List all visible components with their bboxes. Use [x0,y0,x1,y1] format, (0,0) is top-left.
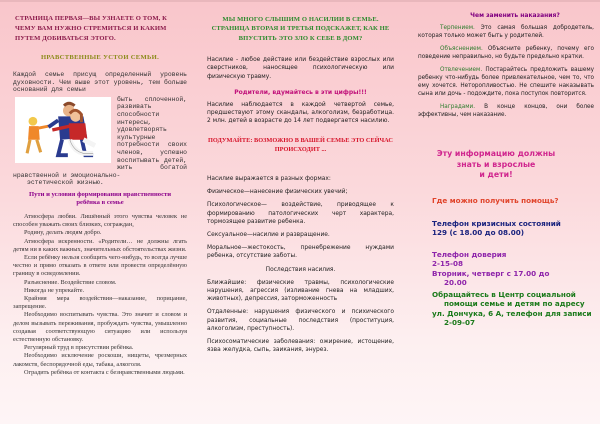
social-center-info [418,290,594,328]
panel-domestic-violence [197,2,402,424]
alternative-item [418,24,594,40]
child-arm [39,126,49,128]
paragraph: Оградить ребёнка от контакта с безнравственными людьми. [24,368,185,376]
panel1-subheading: НРАВСТВЕННЫЕ УСТОИ СЕМЬИ. [40,54,160,61]
help-title: Где можно получить помощь? [432,195,559,205]
violence-definition: Насилие - любое действие или бездействие взрослых или сверстников, наносящее психологическую или физическую травму. [207,57,394,80]
violence-forms [207,175,394,354]
paragraph: Крайняя мера воздействия—наказание, порицание, запрещение. [13,294,187,311]
intro-text-bottom: эстетической жизнью. [27,179,104,187]
panel-moral-foundations [0,2,197,424]
trust-label: Телефон доверия [432,249,507,259]
intro-text-top: Каждой семье присущ определенный уровень духовности. Чем выше этот уровень, тем больше оснований для семьи [13,71,187,94]
violence-form-item: Психологическое— воздействие, приводящее к формированию патологических черт характера, тормозящее развитие ребенка. [207,202,394,225]
callout-line: знать и взрослые [456,159,536,169]
paragraph: Необходимо исключение роскоши, нищеты, чрезмерных лакомств, беспорядочной еды, табака, алкоголя. [13,352,187,368]
paragraph: Если ребёнку нельзя сообщить чего-нибудь, то всегда лучше честно и прямо отказать в ответе или провести определённую границу в осведомлении. [13,253,187,278]
violence-form-item: Насилие выражается в разных формах: [207,176,331,183]
callout-line: и дети! [479,170,513,179]
moral-conditions-text [13,213,187,377]
consequence-item: Отдаленные: нарушения физического и психического развития, социальные последствия (проституция, алкоголизм, преступность). [207,309,394,332]
violence-statistics: Насилие наблюдается в каждой четвертой семье, предшествуют этому скандалы, алкоголизм, безработица. 2 млн. детей в возрасте до 14 лет подвергается насилию. [207,101,394,125]
alternative-lead: Терпением. [440,25,475,31]
violence-form-item: Сексуальное—насилие и развращение. [207,232,330,239]
alternative-item [418,66,594,98]
paragraph: Необходимо воспитывать чувства. Это значит и словом и делом вызывать переживания, пробуждать чувства, умышленно создавая соответствующую ситуацию или используя естественную обстановку. [13,311,187,343]
crisis-label: Телефон кризисных состояний [432,218,561,228]
violence-form-item: Моральное—жестокость, пренебрежение нуждами ребенка, отсутствие заботы. [207,245,394,260]
awareness-callout [418,149,594,181]
mother-body [69,123,87,140]
alternative-item [418,103,594,119]
crisis-number: 129 (с 18.00 до 08.00) [432,228,525,237]
alternative-lead: Наградами. [440,104,476,110]
intro-block [13,71,187,187]
paragraph: Атмосфера искренности. «Родители… не должны лгать детям ни в каких важных, значительных обстоятельствах жизни. [13,237,187,253]
center-text: Обращайтесь в Центр социальной помощи семье и детям по адресу [432,289,585,308]
trust-number: 2-15-08 [432,259,463,268]
violence-form-item: Физическое—нанесение физических увечий; [207,189,348,196]
paragraph: Никогда не упрекайте. [24,286,85,294]
trust-hours-end: 20.00 [444,278,467,287]
family-illustration [15,97,111,163]
think-warning: ПОДУМАЙТЕ: ВОЗМОЖНО В ВАШЕЙ СЕМЬЕ ЭТО СЕЙЧАС ПРОИСХОДИТ ... [208,137,393,154]
parents-alert: Родители, вдумайтесь в эти цифры!!! [234,88,367,96]
paragraph: Разъяснение. Воздействие словом. [24,278,117,286]
consequence-item: Ближайшие: физические травмы, психологические нарушения, агрессия (изливание гнева на младших, животных), депрессия, заторможенность [207,279,394,303]
child-body [28,126,40,140]
alternative-lead: Отвлечением. [440,67,483,73]
paragraph: Родину, делать людям добро. [24,229,102,237]
child-head [29,117,38,126]
panel1-heading: СТРАНИЦА ПЕРВАЯ—ВЫ УЗНАЕТЕ О ТОМ, К ЧЕМУ ВАМ НУЖНО СТРЕМИТЬСЯ И КАКИМ ПУТЕМ ДОБИВАТЬСЯ ЭТОГО. [15,15,168,42]
paragraph: Атмосфера любви. Лишённый этого чувства человек не способен уважать своих близких, сограждан, [13,212,187,229]
intro-illustrated-wrap [13,96,187,180]
alternative-item [418,45,594,61]
consequence-item: Психосоматические заболевания: ожирение, истощение, язва желудка, сыпь, заикания, энурез. [207,339,394,354]
panel-alternatives-help [402,2,600,424]
center-address: ул. Дончука, 6 А, телефон для записи 2-09-07 [432,308,592,327]
intro-text-side: быть сплоченной, развивать способности интересы, удовлетворять культурные потребности своих членов, успешно воспитывать детей, жить богатой нравственной и эмоционально- [13,95,187,179]
trust-hours: Вторник, четверг с 17.00 до [432,268,550,278]
alternative-text: Это самая большая добродетель, которая только может быть у родителей. [418,25,594,39]
family-embrace-icon [15,97,111,163]
alternative-text: В конце концов, они более эффективны, чем наказание. [418,104,594,118]
alternative-lead: Объяснением. [440,46,483,52]
alternative-text: Постарайтесь предложить вашему ребенку что-нибудь более привлекательное, чем то, что ему хочется. Неторопливостью. Не спешите наказывать сына или дочь - подождите, пока поступок повторится. [418,67,594,97]
consequences-title: Последствия насилия. [265,266,336,273]
crisis-hotline [418,219,594,238]
panel3-heading: Чем заменить наказания? [470,12,560,19]
alternative-text: Объясните ребенку, почему его поведение неправильно, но будьте предельно кратки. [418,46,594,60]
callout-line: Эту информацию должны [436,149,556,158]
panel2-heading: МЫ МНОГО СЛЫШИМ О НАСИЛИИ В СЕМЬЕ. СТРАНИЦА ВТОРАЯ И ТРЕТЬЯ ПОДСКАЖЕТ, КАК НЕ ВПУСТИТЬ ЭТО ЗЛО К СЕБЕ В ДОМ? [211,16,390,42]
trust-hotline [418,250,594,288]
paragraph: Регулярный труд в присутствии ребёнка. [24,344,134,352]
section-title-moral-upbringing: Пути и условия формирования нравственности ребёнка в семье [28,190,172,207]
